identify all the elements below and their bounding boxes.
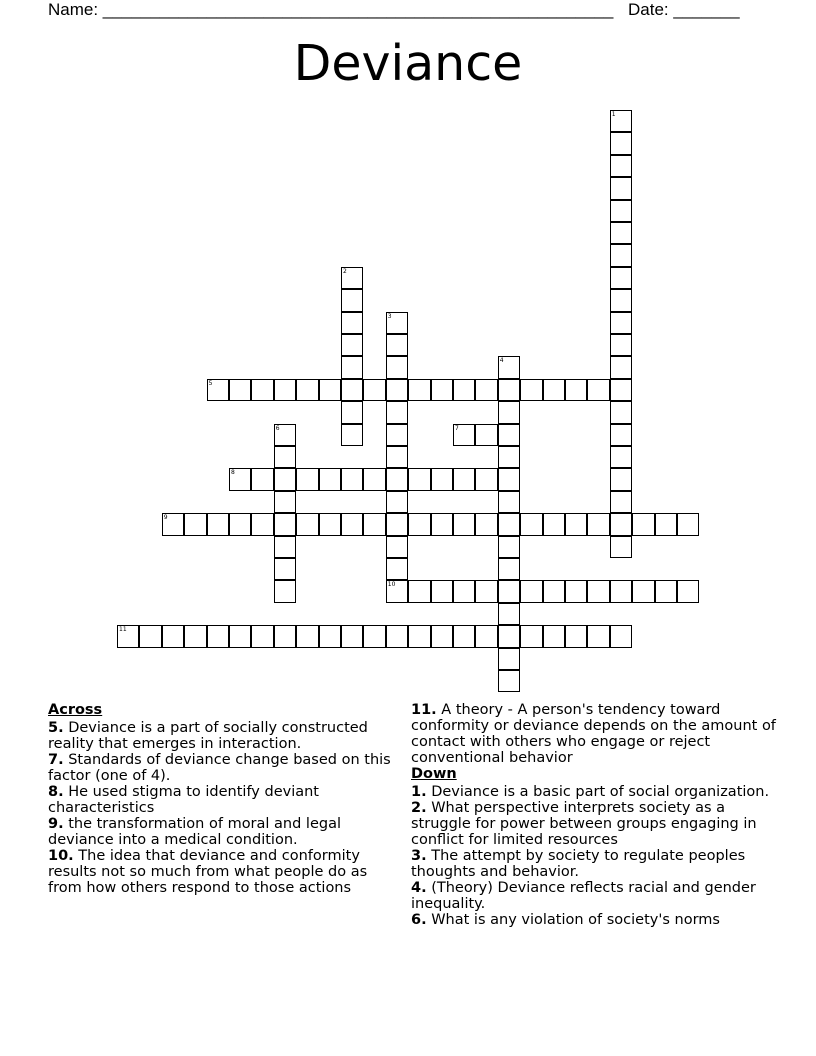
crossword-cell[interactable] xyxy=(587,580,609,602)
clue-text: (Theory) Deviance reflects racial and gender inequality. xyxy=(411,880,756,912)
crossword-cell[interactable] xyxy=(610,177,632,199)
crossword-cell[interactable] xyxy=(475,625,497,647)
crossword-cell[interactable] xyxy=(565,580,587,602)
crossword-cell[interactable] xyxy=(386,468,408,490)
crossword-cell[interactable] xyxy=(677,513,699,535)
crossword-cell[interactable] xyxy=(274,513,296,535)
clue-number: 7. xyxy=(48,752,64,768)
crossword-cell[interactable] xyxy=(274,536,296,558)
clue-text: The attempt by society to regulate peoples thoughts and behavior. xyxy=(411,848,746,880)
crossword-cell[interactable] xyxy=(229,379,251,401)
crossword-cell[interactable] xyxy=(498,468,520,490)
crossword-cell[interactable] xyxy=(498,625,520,647)
crossword-cell[interactable] xyxy=(475,513,497,535)
clue-text: The idea that deviance and conformity results not so much from what people do as from how others respond to those actions xyxy=(48,848,368,896)
crossword-cell[interactable] xyxy=(184,513,206,535)
crossword-cell[interactable] xyxy=(229,625,251,647)
clue-item xyxy=(48,720,393,752)
clue-number-label: 10 xyxy=(387,581,396,589)
crossword-cell[interactable] xyxy=(408,468,430,490)
crossword-cell[interactable] xyxy=(498,356,520,378)
down-clue-list xyxy=(411,784,776,928)
across-clue-list-continued xyxy=(411,702,776,766)
crossword-cell[interactable] xyxy=(341,401,363,423)
clue-number-label: 6 xyxy=(275,424,280,432)
crossword-cell[interactable] xyxy=(610,379,632,401)
crossword-cell[interactable] xyxy=(296,513,318,535)
clue-text: Deviance is a part of socially constructed reality that emerges in interaction. xyxy=(48,720,368,752)
crossword-cell[interactable] xyxy=(610,132,632,154)
crossword-cell[interactable] xyxy=(610,289,632,311)
crossword-cell[interactable] xyxy=(498,558,520,580)
crossword-cell[interactable] xyxy=(498,446,520,468)
clue-item xyxy=(411,848,776,880)
crossword-cell[interactable] xyxy=(207,625,229,647)
crossword-cell[interactable] xyxy=(475,468,497,490)
clue-text: What perspective interprets society as a struggle for power between groups engaging in conflict for limited resources xyxy=(411,800,757,848)
crossword-cell[interactable] xyxy=(408,513,430,535)
clue-number: 9. xyxy=(48,816,64,832)
crossword-cell[interactable] xyxy=(408,625,430,647)
clues-left-column xyxy=(48,702,393,896)
crossword-cell[interactable] xyxy=(610,536,632,558)
clue-number: 3. xyxy=(411,848,427,864)
crossword-cell[interactable] xyxy=(543,580,565,602)
crossword-cell[interactable] xyxy=(251,625,273,647)
crossword-cell[interactable] xyxy=(520,580,542,602)
clue-number: 5. xyxy=(48,720,64,736)
crossword-cell[interactable] xyxy=(162,513,184,535)
crossword-cell[interactable] xyxy=(543,379,565,401)
crossword-cell[interactable] xyxy=(341,468,363,490)
crossword-cell[interactable] xyxy=(296,625,318,647)
crossword-cell[interactable] xyxy=(274,558,296,580)
crossword-cell[interactable] xyxy=(587,379,609,401)
crossword-cell[interactable] xyxy=(207,513,229,535)
crossword-cell[interactable] xyxy=(274,468,296,490)
crossword-cell[interactable] xyxy=(274,379,296,401)
crossword-cell[interactable] xyxy=(341,356,363,378)
crossword-cell[interactable] xyxy=(363,379,385,401)
crossword-cell[interactable] xyxy=(498,491,520,513)
clue-number: 8. xyxy=(48,784,64,800)
crossword-cell[interactable] xyxy=(341,289,363,311)
crossword-cell[interactable] xyxy=(207,379,229,401)
crossword-cell[interactable] xyxy=(453,580,475,602)
crossword-cell[interactable] xyxy=(677,580,699,602)
crossword-cell[interactable] xyxy=(498,424,520,446)
crossword-cell[interactable] xyxy=(229,513,251,535)
clue-text: the transformation of moral and legal deviance into a medical condition. xyxy=(48,816,341,848)
clue-item xyxy=(48,784,393,816)
crossword-cell[interactable] xyxy=(274,446,296,468)
across-clue-list xyxy=(48,720,393,896)
crossword-cell[interactable] xyxy=(274,580,296,602)
crossword-cell[interactable] xyxy=(632,513,654,535)
crossword-cell[interactable] xyxy=(319,625,341,647)
clue-text: What is any violation of society's norms xyxy=(431,912,720,928)
crossword-cell[interactable] xyxy=(610,424,632,446)
crossword-cell[interactable] xyxy=(632,580,654,602)
crossword-cell[interactable] xyxy=(117,625,139,647)
crossword-cell[interactable] xyxy=(363,468,385,490)
clue-number: 11. xyxy=(411,702,437,718)
crossword-cell[interactable] xyxy=(408,580,430,602)
crossword-cell[interactable] xyxy=(386,401,408,423)
crossword-cell[interactable] xyxy=(341,513,363,535)
crossword-cell[interactable] xyxy=(565,625,587,647)
crossword-cell[interactable] xyxy=(184,625,206,647)
clue-number: 10. xyxy=(48,848,74,864)
crossword-cell[interactable] xyxy=(431,513,453,535)
crossword-cell[interactable] xyxy=(610,625,632,647)
crossword-cell[interactable] xyxy=(498,603,520,625)
crossword-cell[interactable] xyxy=(341,424,363,446)
crossword-cell[interactable] xyxy=(319,468,341,490)
clues-right-column xyxy=(411,702,776,928)
clue-number-label: 7 xyxy=(455,424,459,432)
clue-number: 4. xyxy=(411,880,427,896)
crossword-cell[interactable] xyxy=(610,513,632,535)
crossword-cell[interactable] xyxy=(251,513,273,535)
crossword-cell[interactable] xyxy=(431,468,453,490)
clue-item xyxy=(411,702,776,766)
clue-number-label: 4 xyxy=(499,357,504,365)
clue-number-label: 1 xyxy=(611,111,616,118)
clue-item xyxy=(411,880,776,912)
crossword-cell[interactable] xyxy=(386,356,408,378)
across-heading: Across xyxy=(48,702,103,718)
crossword-cell[interactable] xyxy=(498,513,520,535)
crossword-cell[interactable] xyxy=(408,379,430,401)
crossword-cell[interactable] xyxy=(543,625,565,647)
crossword-cell[interactable] xyxy=(587,513,609,535)
clue-number-label: 5 xyxy=(208,379,213,387)
crossword-cell[interactable] xyxy=(610,155,632,177)
crossword-cell[interactable] xyxy=(610,580,632,602)
crossword-cell[interactable] xyxy=(498,580,520,602)
crossword-cell[interactable] xyxy=(386,580,408,602)
name-field-label[interactable]: Name: ______________________________________________________ xyxy=(48,0,614,19)
crossword-cell[interactable] xyxy=(610,468,632,490)
clue-text: Deviance is a basic part of social organization. xyxy=(431,784,770,800)
crossword-cell[interactable] xyxy=(453,424,475,446)
clue-number-label: 2 xyxy=(343,267,347,275)
crossword-cell[interactable] xyxy=(475,580,497,602)
crossword-cell[interactable] xyxy=(386,446,408,468)
clue-number: 1. xyxy=(411,784,427,800)
crossword-cell[interactable] xyxy=(162,625,184,647)
crossword-cell[interactable] xyxy=(453,379,475,401)
clue-item xyxy=(48,752,393,784)
crossword-cell[interactable] xyxy=(139,625,161,647)
crossword-cell[interactable] xyxy=(498,379,520,401)
crossword-cell[interactable] xyxy=(610,491,632,513)
clue-item xyxy=(411,912,776,928)
crossword-cell[interactable] xyxy=(498,670,520,692)
crossword-cell[interactable] xyxy=(341,267,363,289)
crossword-cell[interactable] xyxy=(296,379,318,401)
crossword-cell[interactable] xyxy=(386,491,408,513)
crossword-cell[interactable] xyxy=(610,446,632,468)
crossword-cell[interactable] xyxy=(431,580,453,602)
crossword-cell[interactable] xyxy=(274,424,296,446)
crossword-cell[interactable] xyxy=(431,379,453,401)
crossword-cell[interactable] xyxy=(610,401,632,423)
crossword-cell[interactable] xyxy=(655,580,677,602)
crossword-cell[interactable] xyxy=(587,625,609,647)
crossword-cell[interactable] xyxy=(386,536,408,558)
crossword-cell[interactable] xyxy=(520,625,542,647)
crossword-cell[interactable] xyxy=(610,110,632,132)
clue-item xyxy=(411,784,776,800)
crossword-cell[interactable] xyxy=(520,379,542,401)
crossword-cell[interactable] xyxy=(431,625,453,647)
clue-number-label: 3 xyxy=(387,312,392,320)
crossword-cell[interactable] xyxy=(296,468,318,490)
crossword-cell[interactable] xyxy=(319,513,341,535)
crossword-cell[interactable] xyxy=(341,625,363,647)
crossword-cell[interactable] xyxy=(655,513,677,535)
crossword-cell[interactable] xyxy=(386,424,408,446)
crossword-cell[interactable] xyxy=(610,334,632,356)
crossword-cell[interactable] xyxy=(386,513,408,535)
crossword-cell[interactable] xyxy=(251,468,273,490)
clue-item xyxy=(411,800,776,848)
crossword-cell[interactable] xyxy=(610,312,632,334)
crossword-cell[interactable] xyxy=(475,424,497,446)
crossword-cell[interactable] xyxy=(386,334,408,356)
crossword-cell[interactable] xyxy=(274,491,296,513)
crossword-cell[interactable] xyxy=(453,468,475,490)
clue-text: Standards of deviance change based on this factor (one of 4). xyxy=(48,752,391,784)
crossword-cell[interactable] xyxy=(565,379,587,401)
crossword-cell[interactable] xyxy=(610,222,632,244)
down-heading: Down xyxy=(411,766,457,782)
page-title: Deviance xyxy=(293,35,523,92)
clue-item xyxy=(48,816,393,848)
clue-number-label: 11 xyxy=(119,626,127,634)
crossword-cell[interactable] xyxy=(498,536,520,558)
crossword-cell[interactable] xyxy=(520,513,542,535)
crossword-cell[interactable] xyxy=(610,267,632,289)
clue-number: 2. xyxy=(411,800,427,816)
crossword-cell[interactable] xyxy=(386,379,408,401)
clue-item xyxy=(48,848,393,896)
crossword-cell[interactable] xyxy=(498,401,520,423)
crossword-cell[interactable] xyxy=(610,200,632,222)
clue-text: A theory - A person's tendency toward conformity or deviance depends on the amount of contact with others who engage or reject conventional behavior xyxy=(411,702,776,766)
crossword-cell[interactable] xyxy=(543,513,565,535)
date-field-label[interactable]: Date: _______ xyxy=(628,0,740,19)
crossword-cell[interactable] xyxy=(453,625,475,647)
clue-number-label: 9 xyxy=(163,514,168,522)
crossword-cell[interactable] xyxy=(453,513,475,535)
crossword-cell[interactable] xyxy=(610,356,632,378)
crossword-cell[interactable] xyxy=(386,312,408,334)
crossword-cell[interactable] xyxy=(498,648,520,670)
clue-number: 6. xyxy=(411,912,427,928)
crossword-cell[interactable] xyxy=(251,379,273,401)
crossword-cell[interactable] xyxy=(319,379,341,401)
crossword-cell[interactable] xyxy=(475,379,497,401)
crossword-cell[interactable] xyxy=(341,334,363,356)
clue-text: He used stigma to identify deviant characteristics xyxy=(48,784,319,816)
crossword-cell[interactable] xyxy=(341,312,363,334)
crossword-cell[interactable] xyxy=(274,625,296,647)
crossword-cell[interactable] xyxy=(229,468,251,490)
crossword-cell[interactable] xyxy=(386,558,408,580)
clue-number-label: 8 xyxy=(231,469,235,477)
crossword-cell[interactable] xyxy=(363,513,385,535)
crossword-cell[interactable] xyxy=(610,244,632,266)
crossword-cell[interactable] xyxy=(565,513,587,535)
crossword-cell[interactable] xyxy=(363,625,385,647)
crossword-cell[interactable] xyxy=(341,379,363,401)
crossword-cell[interactable] xyxy=(386,625,408,647)
